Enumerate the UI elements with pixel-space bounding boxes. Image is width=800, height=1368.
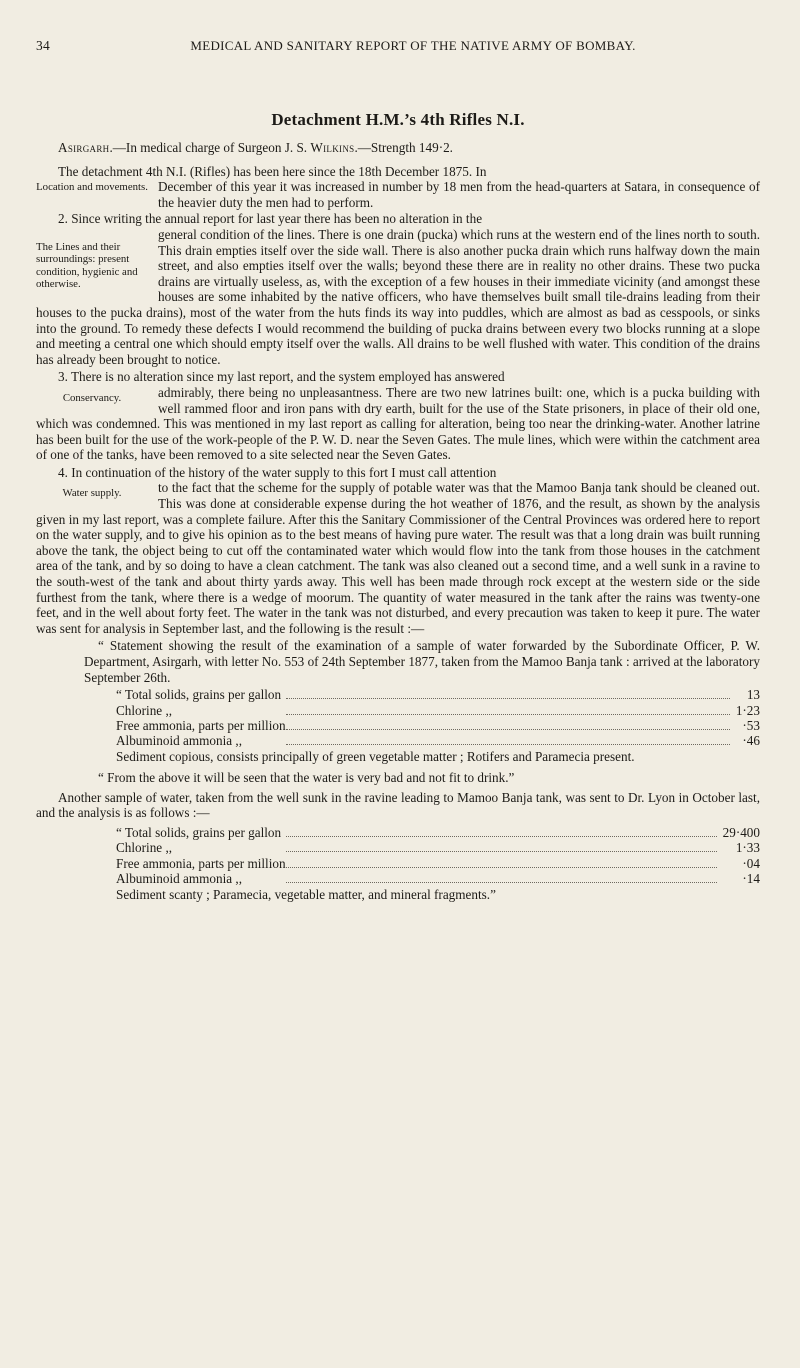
row-label: Free ammonia, parts per million	[116, 855, 286, 871]
statement-intro: “ Statement showing the result of the examination of a sample of water forwarded by the Subordinate Officer, P. W. Department, Asirgarh, with letter No. 553 of 24th September 1877, taken from the Mamoo Banja tank : arrived at the laboratory September 26th.	[84, 638, 760, 685]
row-value: ·46	[742, 733, 760, 749]
row-value: ·14	[742, 871, 760, 887]
row-label: Albuminoid ammonia ,,	[116, 871, 243, 887]
row-value: 29·400	[722, 825, 760, 840]
margin-note-conservancy: Conservancy.	[62, 391, 122, 404]
paragraph-body	[36, 480, 760, 636]
paragraph-first-line: The detachment 4th N.I. (Rifles) has been here since the 18th December 1875. In	[58, 163, 487, 179]
margin-note-lines: The Lines and their surroundings: present condition, hygienic and otherwise.	[36, 240, 138, 291]
intro-text: .—In medical charge of Surgeon J. S.	[109, 140, 311, 155]
table-row	[116, 840, 760, 855]
row-value: 1·23	[735, 702, 760, 718]
place-name: Asirgarh	[58, 140, 110, 155]
strength-text: .—Strength 149·2.	[354, 140, 453, 155]
row-value: 1·33	[735, 840, 760, 856]
table-row	[116, 856, 760, 871]
table-row	[116, 825, 760, 840]
paragraph-body	[36, 385, 760, 463]
margin-note-location: Location and movements.	[36, 181, 148, 194]
paragraph-conservancy	[36, 369, 760, 463]
running-header	[36, 0, 760, 54]
paragraph-text: to the fact that the scheme for the supply of potable water was that the Mamoo Banja tank should be cleaned out. This was done at considerable expense during the hot weather of 1876, and the result, as shown by the analysis given in my last report, was a complete failure. After this the Sanitary Commissioner of the Central Provinces was ordered here to report on the water supply, and to give his opinion as to the best means of having pure water. The result was that a long drain was built running above the tank, the object being to cut off the contaminated water which would flow into the tank from those houses in the catchment area of the tank, and by so doing to have a clean catchment. The tank was also cleaned out a second time, and a well sunk in a ravine to the south-west of the tank and about thirty yards away. This well has been made through rock except at the western side or the side furthest from the tank, where there is a wedge of moorum. The quantity of water measured in the tank after the rains was twenty-one feet, and in the well about forty feet. The water in the tank was not disturbed, and every precaution was taken to keep it pure. The water was sent for analysis in September last, and the following is the result :—	[36, 480, 760, 636]
margin-note-water-supply: Water supply.	[62, 487, 122, 500]
table-row	[116, 733, 760, 748]
paragraph-text: December of this year it was increased in number by 18 men from the head-quarters at Satara, in consequence of the heavier duty the men had to perform.	[158, 179, 760, 210]
row-label: Free ammonia, parts per million	[116, 718, 286, 733]
statement-tank	[84, 638, 760, 685]
statement-conclusion: “ From the above it will be seen that the water is very bad and not fit to drink.”	[98, 770, 515, 786]
row-label: Chlorine ,,	[116, 840, 173, 856]
row-value: ·53	[742, 718, 760, 733]
analysis-table-well	[116, 825, 760, 887]
paragraph-water-supply	[36, 465, 760, 637]
table-row	[116, 718, 760, 733]
paragraph-text: admirably, there being no unpleasantness. There are two new latrines built: one, which is a pucka building with well rammed floor and iron pans with dry earth, built for the use of the State prisoners, in place of their old one, which was condemned. This was mentioned in my last report as calling for alteration, being too near the drinking-water. Another latrine has been built for the use of the work-people of the P. W. D. near the Seven Gates. The mule lines, which were within the catchment area of one of the tanks, have been removed to a site selected near the Seven Gates.	[36, 384, 760, 463]
sediment-note-tank: Sediment copious, consists principally of green vegetable matter ; Rotifers and Paramecia present.	[116, 748, 635, 764]
row-value: ·04	[742, 855, 760, 871]
paragraph-body	[36, 179, 760, 210]
running-title: MEDICAL AND SANITARY REPORT OF THE NATIVE ARMY OF BOMBAY.	[190, 38, 636, 53]
row-label: Chlorine ,,	[116, 702, 173, 718]
analysis-table-tank	[116, 687, 760, 749]
surgeon-name: Wilkins	[310, 140, 355, 155]
row-label: “ Total solids, grains per gallon	[116, 687, 282, 703]
table-row	[116, 871, 760, 886]
another-sample-paragraph: Another sample of water, taken from the well sunk in the ravine leading to Mamoo Banja tank, was sent to Dr. Lyon in October last, and the analysis is as follows :—	[36, 789, 760, 821]
section-title: Detachment H.M.’s 4th Rifles N.I.	[271, 110, 525, 129]
table-row	[116, 687, 760, 702]
paragraph-lines	[36, 211, 760, 367]
page-number: 34	[36, 38, 51, 53]
paragraph-text: general condition of the lines. There is one drain (pucka) which runs at the western end of the lines north to south. This drain empties itself over the side wall. There is also another pucka drain which runs halfway down the main street, and also empties itself over the walls; beyond these there are in reality no other drains. These two pucka drains are virtually useless, as, with the exception of a few houses in their immediate vicinity (and amongst these houses are some inhabited by the native officers, who have themselves built small tile-drains leading from their houses to the pucka drains), most of the water from the huts finds its way into puddles, which are almost as bad as cesspools, or sinks into the ground. To remedy these defects I would recommend the building of pucka drains between every two blocks running at a slope and meeting a central one which should empty itself over the walls. All drains to be well flushed with water. This condition of the drains has already been brought to notice.	[36, 226, 760, 367]
row-label: “ Total solids, grains per gallon	[116, 825, 282, 840]
sediment-note-well: Sediment scanty ; Paramecia, vegetable matter, and mineral fragments.”	[116, 886, 496, 902]
paragraph-first-line: 2. Since writing the annual report for last year there has been no alteration in the	[58, 211, 483, 227]
paragraph-first-line: 3. There is no alteration since my last report, and the system employed has answered	[58, 369, 505, 385]
paragraph-first-line: 4. In continuation of the history of the water supply to this fort I must call attention	[58, 464, 497, 480]
intro-line	[36, 140, 760, 156]
paragraph-location	[36, 164, 760, 211]
row-label: Albuminoid ammonia ,,	[116, 733, 243, 749]
row-value: 13	[746, 687, 760, 703]
table-row	[116, 703, 760, 718]
paragraph-body	[36, 227, 760, 367]
